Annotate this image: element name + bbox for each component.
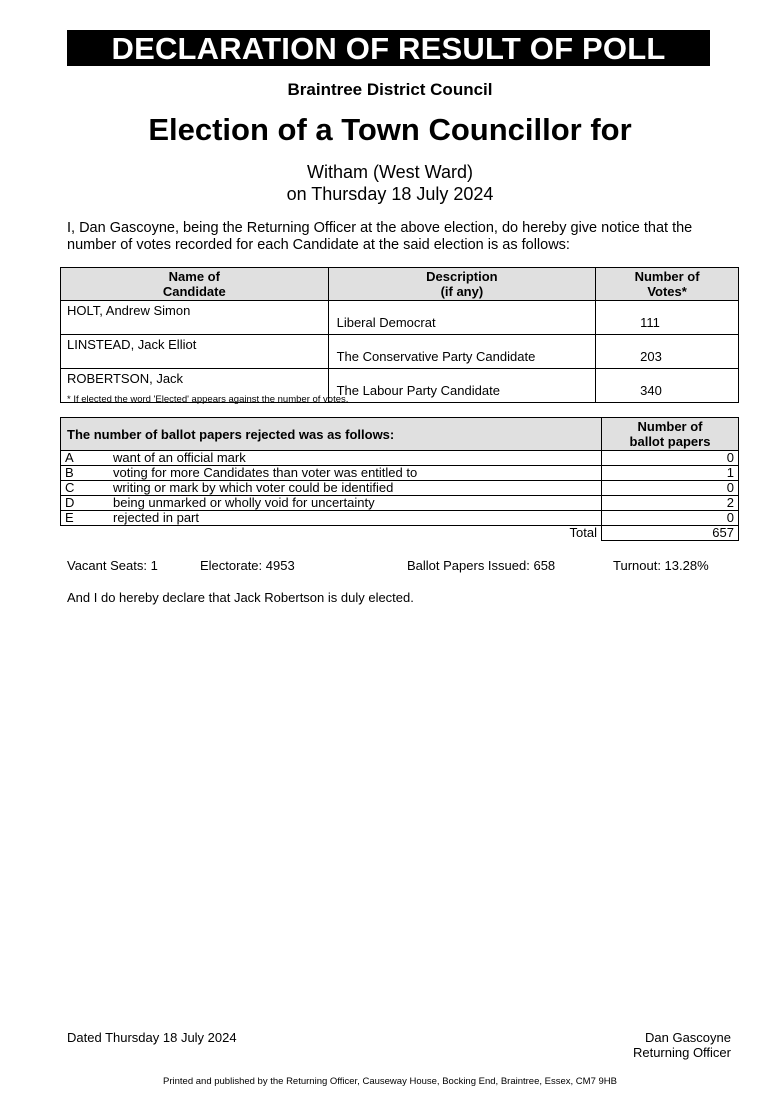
election-title: Election of a Town Councillor for — [148, 112, 632, 147]
rejected-reason-cell — [61, 451, 602, 466]
rejected-reason-cell — [61, 511, 602, 526]
rejected-ballots-table — [60, 417, 739, 541]
turnout: Turnout: 13.28% — [613, 558, 709, 573]
rejected-reason: want of an official mark — [113, 450, 246, 465]
header-candidate-name: Name of Candidate — [61, 268, 329, 301]
rejected-header-row — [61, 418, 739, 451]
rejected-total: 657 — [602, 526, 739, 541]
rejected-code: B — [65, 465, 74, 480]
candidate-row — [61, 301, 739, 335]
candidate-row — [61, 335, 739, 369]
dated-line: Dated Thursday 18 July 2024 — [67, 1030, 237, 1045]
rejected-reason-cell — [61, 466, 602, 481]
imprint: Printed and published by the Returning Officer, Causeway House, Bocking End, Braintree, Essex, CM7 9HB — [163, 1076, 617, 1087]
council-name: Braintree District Council — [287, 80, 493, 99]
candidate-votes: 203 — [596, 335, 739, 369]
rejected-reason: voting for more Candidates than voter was entitled to — [113, 465, 418, 480]
rejected-reason: being unmarked or wholly void for uncertainty — [113, 495, 375, 510]
rejected-count: 0 — [602, 451, 739, 466]
rejected-row — [61, 451, 739, 466]
declaration-statement: And I do hereby declare that Jack Robertson is duly elected. — [67, 590, 414, 605]
officer-signature — [633, 1030, 731, 1060]
rejected-code: A — [65, 450, 74, 465]
candidate-name: LINSTEAD, Jack Elliot — [61, 335, 329, 369]
rejected-count-header: Number of ballot papers — [602, 418, 739, 451]
rejected-header: The number of ballot papers rejected was as follows: — [61, 418, 602, 451]
candidate-description: The Labour Party Candidate — [328, 369, 596, 403]
candidate-name: ROBERTSON, Jack — [61, 369, 329, 403]
candidates-table — [60, 267, 739, 403]
ballot-papers-issued: Ballot Papers Issued: 658 — [407, 558, 556, 573]
header-description: Description (if any) — [328, 268, 596, 301]
candidate-name: HOLT, Andrew Simon — [61, 301, 329, 335]
rejected-reason: writing or mark by which voter could be identified — [113, 480, 394, 495]
officer-role: Returning Officer — [632, 1045, 731, 1060]
candidate-description: The Conservative Party Candidate — [328, 335, 596, 369]
ward-name: Witham (West Ward) — [306, 162, 473, 182]
rejected-row — [61, 481, 739, 496]
candidates-header-row — [61, 268, 739, 301]
candidate-votes: 111 — [596, 301, 739, 335]
rejected-count: 0 — [602, 481, 739, 496]
rejected-total-label: Total — [569, 525, 597, 541]
rejected-code: C — [65, 480, 75, 495]
electorate: Electorate: 4953 — [200, 558, 295, 573]
rejected-count: 2 — [602, 496, 739, 511]
rejected-row — [61, 496, 739, 511]
rejected-code: E — [65, 510, 74, 525]
candidate-description: Liberal Democrat — [328, 301, 596, 335]
votes-footnote: * If elected the word 'Elected' appears against the number of votes. — [67, 394, 349, 405]
candidate-votes: 340 — [596, 369, 739, 403]
rejected-count: 0 — [602, 511, 739, 526]
rejected-row — [61, 511, 739, 526]
vacant-seats: Vacant Seats: 1 — [67, 558, 158, 573]
header-votes: Number of Votes* — [596, 268, 739, 301]
rejected-reason: rejected in part — [113, 510, 199, 525]
rejected-row — [61, 466, 739, 481]
intro-paragraph: I, Dan Gascoyne, being the Returning Officer at the above election, do hereby give notice that the number of votes recorded for each Candidate at the said election is as follows: — [67, 220, 693, 253]
rejected-count: 1 — [602, 466, 739, 481]
rejected-reason-cell — [61, 481, 602, 496]
rejected-code: D — [65, 495, 75, 510]
rejected-total-row — [61, 526, 739, 541]
declaration-heading: DECLARATION OF RESULT OF POLL — [67, 30, 710, 66]
poll-date: on Thursday 18 July 2024 — [286, 184, 494, 204]
rejected-reason-cell — [61, 496, 602, 511]
officer-name: Dan Gascoyne — [645, 1030, 731, 1045]
